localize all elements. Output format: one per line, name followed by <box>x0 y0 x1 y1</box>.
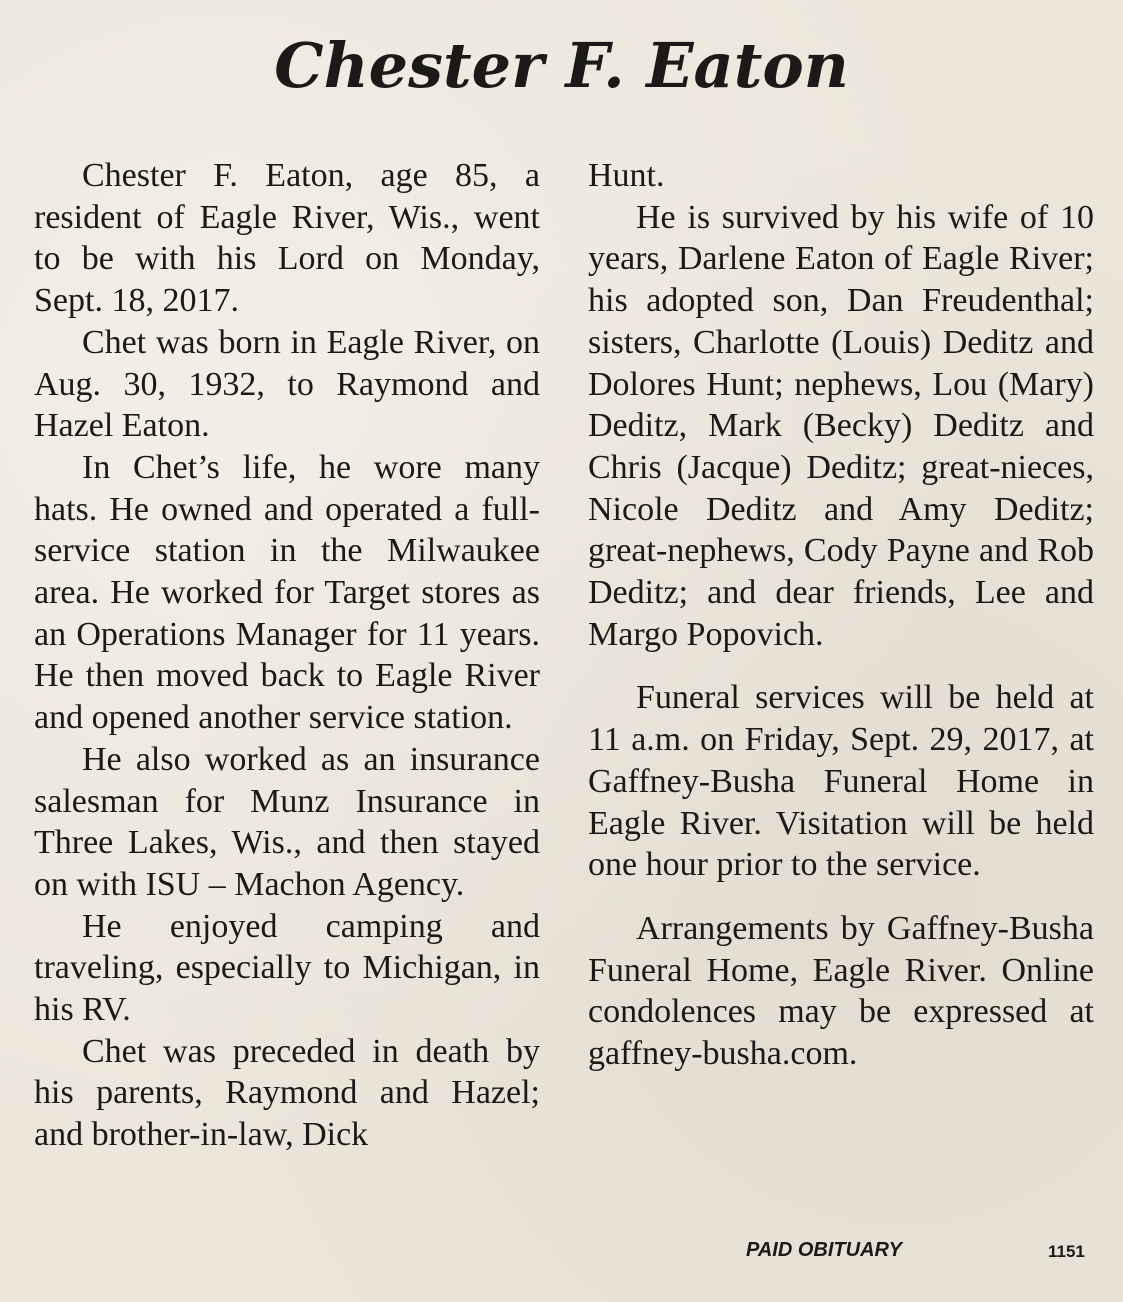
paragraph-hobbies: He enjoyed camping and traveling, especially to Michigan, in his RV. <box>34 907 540 1029</box>
paragraph-services: Funeral services will be held at 11 a.m. on Friday, Sept. 29, 2017, at Gaffney-Busha Funeral Home in Eagle River. Visitation will be held one hour prior to the service. <box>588 679 1094 884</box>
paragraph-arrangements: Arrangements by Gaffney-Busha Funeral Home, Eagle River. Online condolences may be expressed at gaffney-busha.com. <box>588 909 1094 1073</box>
obituary-title: Chester F. Eaton <box>274 29 849 102</box>
paragraph-career: In Chet’s life, he wore many hats. He owned and operated a full-service station in the Milwaukee area. He worked for Target stores as an Operations Manager for 11 years. He then moved back to Eagle River and opened another service station. <box>34 448 540 737</box>
paragraph-insurance: He also worked as an insurance salesman for Munz Insurance in Three Lakes, Wis., and then stayed on with ISU – Machon Agency. <box>34 740 540 903</box>
paragraph-preceded-continued: Hunt. <box>588 157 665 194</box>
paragraph-intro: Chester F. Eaton, age 85, a resident of Eagle River, Wis., went to be with his Lord on Monday, Sept. 18, 2017. <box>34 157 540 320</box>
paragraph-survivors: He is survived by his wife of 10 years, Darlene Eaton of Eagle River; his adopted son, Dan Freudenthal; sisters, Charlotte (Louis) Deditz and Dolores Hunt; nephews, Lou (Mary) Deditz, Mark (Becky) Deditz and Chris (Jacque) Deditz; great-nieces, Nicole Deditz and Amy Deditz; great-nephews, Cody Payne and Rob Deditz; and dear friends, Lee and Margo Popovich. <box>588 198 1094 653</box>
paid-obituary-label: PAID OBITUARY <box>746 1239 902 1261</box>
paragraph-preceded: Chet was preceded in death by his parents, Raymond and Hazel; and brother-in-law, Dick <box>34 1032 540 1154</box>
left-column <box>34 155 540 1156</box>
ad-number: 1151 <box>1048 1242 1085 1261</box>
right-column <box>588 155 1094 1075</box>
paragraph-birth: Chet was born in Eagle River, on Aug. 30, 1932, to Raymond and Hazel Eaton. <box>34 323 540 445</box>
